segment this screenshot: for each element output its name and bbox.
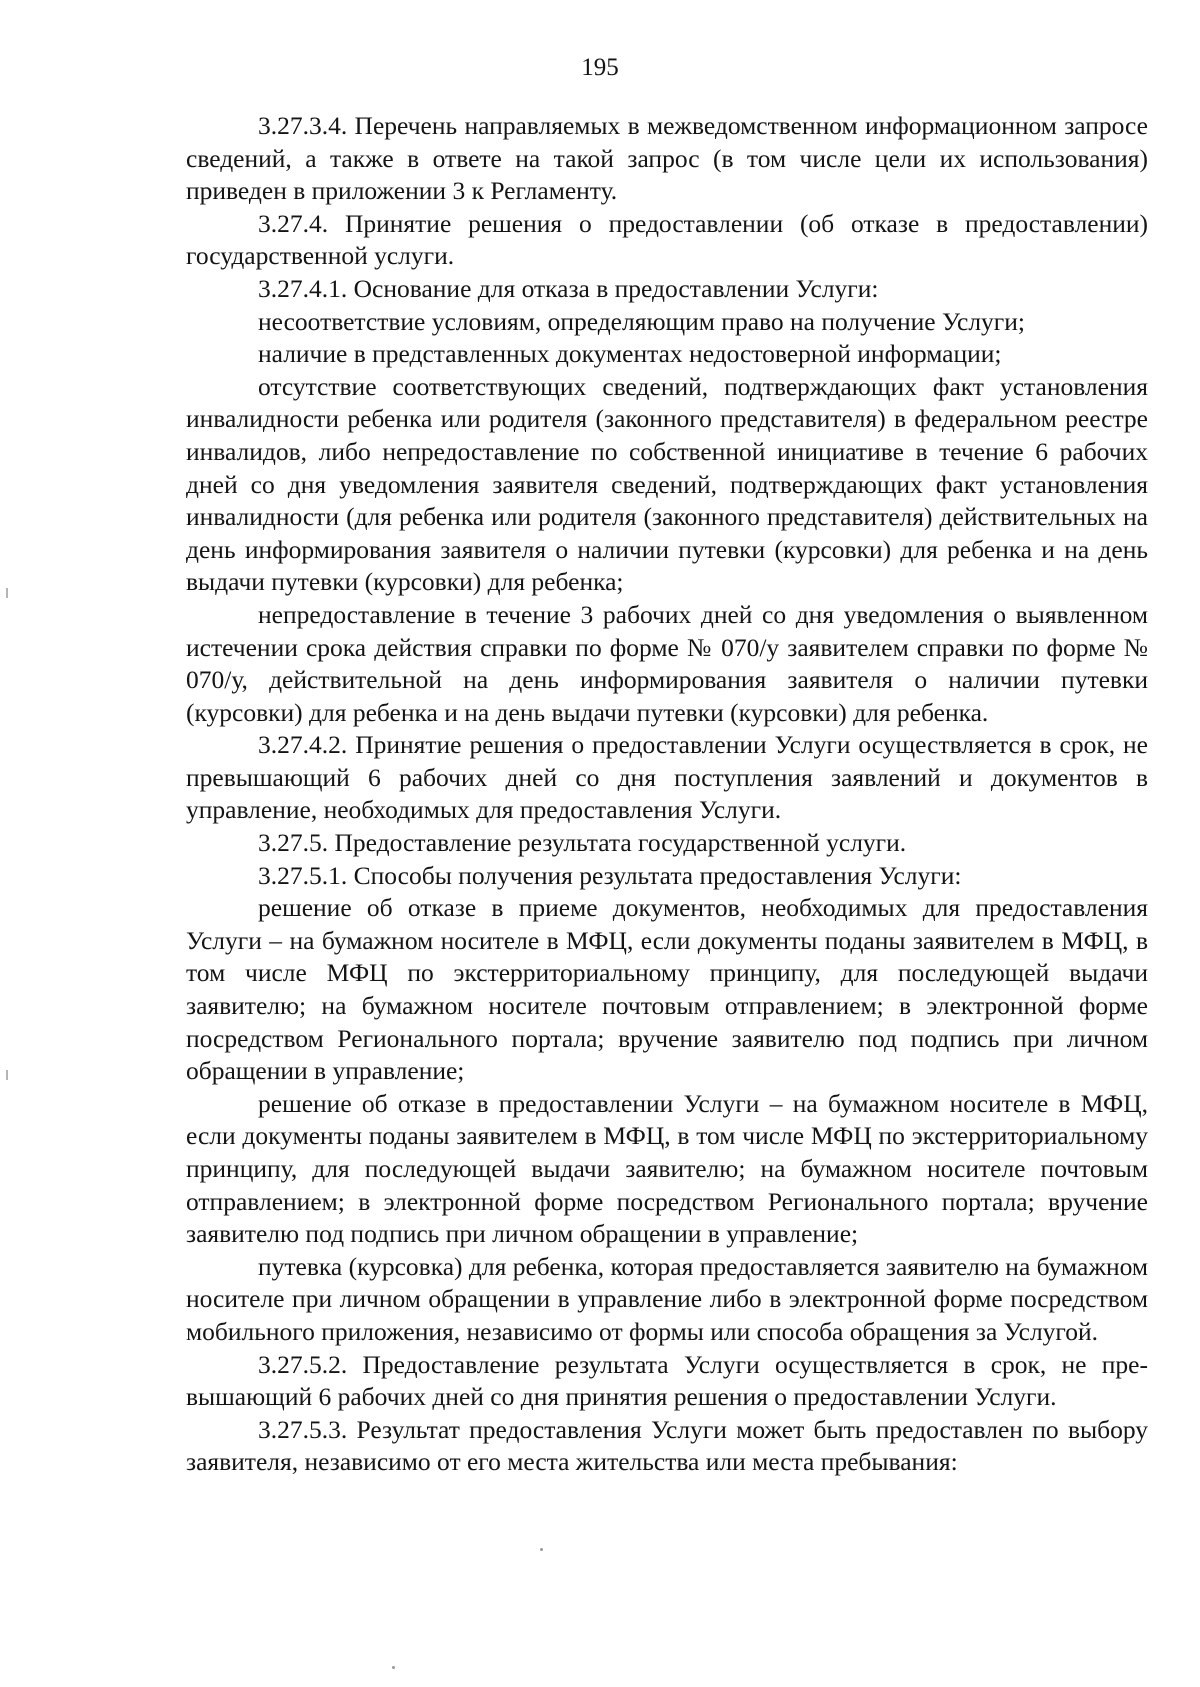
paragraph-3-27-5: 3.27.5. Предоставление результата государственной услуги. — [258, 828, 907, 858]
result-method-item: решение об отказе в предоставлении Услуги – на бумажном носителе в МФЦ, если документы поданы заявителем в МФЦ, в том числе МФЦ по экстерриториальному принципу, для последующей выдачи заявителю; на бумажном носителе почтовым отправлением; в электронной форме посредством Регионального портала; вручение заявителю под подпись при личном обращении в управление; — [186, 1088, 1148, 1249]
scan-edge-mark — [6, 588, 8, 598]
refusal-ground-item: непредоставление в течение 3 рабочих дней со дня уведомления о выявленном истечении срока действия справки по форме № 070/у заявителем справки по форме № 070/у, действительной на день информирования заявителя о наличии путевки (курсовки) для ребенка и на день выдачи путевки (курсовки) для ребенка. — [186, 599, 1148, 727]
refusal-ground-item: наличие в представленных документах недостоверной информации; — [258, 339, 1002, 369]
document-body — [186, 110, 1148, 1479]
paragraph-3-27-4-2: 3.27.4.2. Принятие решения о предоставлении Услуги осуществляется в срок, не превышающий 6 рабочих дней со дня поступления заявлений и документов в управление, необходимых для предоставления Услуги. — [186, 730, 1148, 825]
scan-edge-mark — [6, 1070, 8, 1080]
refusal-ground-item: несоответствие условиям, определяющим право на получение Услуги; — [258, 306, 1025, 336]
paragraph-3-27-5-3: 3.27.5.3. Результат предоставления Услуги может быть предоставлен по выбору заявителя, независимо от его места жительства или места пребывания: — [186, 1414, 1148, 1477]
paragraph-3-27-5-2: 3.27.5.2. Предоставление результата Услуги осуществляется в срок, не превышающий 6 рабочих дней со дня принятия решения о предоставлении Услуги. — [186, 1349, 1148, 1412]
result-method-item: решение об отказе в приеме документов, необходимых для предоставления Услуги – на бумажном носителе в МФЦ, если документы поданы заявителем в МФЦ, в том числе МФЦ по экстерриториальному принципу, для последующей выдачи заявителю; на бумажном носителе почтовым отправлением; в электронной форме посредством Регионального портала; вручение заявителю под подпись при личном обращении в управление; — [186, 893, 1148, 1086]
page-number: 195 — [581, 54, 619, 81]
paragraph-3-27-4-1: 3.27.4.1. Основание для отказа в предоставлении Услуги: — [258, 273, 879, 303]
scan-speck — [392, 1666, 395, 1669]
result-method-item: путевка (курсовка) для ребенка, которая предоставляется заявителю на бумажном носителе при личном обращении в управление либо в электронной форме посредством мобильного приложения, независимо от формы или способа обращения за Услугой. — [186, 1251, 1148, 1346]
paragraph-3-27-5-1: 3.27.5.1. Способы получения результата предоставления Услуги: — [258, 860, 962, 890]
paragraph-3-27-3-4: 3.27.3.4. Перечень направляемых в межведомственном информационном запросе сведений, а также в ответе на такой запрос (в том числе цели их использования) приведен в приложении 3 к Регламенту. — [186, 111, 1148, 206]
paragraph-3-27-4: 3.27.4. Принятие решения о предоставлении (об отказе в предоставлении) государственной услуги. — [186, 208, 1148, 271]
scan-speck — [540, 1548, 543, 1551]
refusal-ground-item: отсутствие соответствующих сведений, подтверждающих факт установления инвалидности ребенка или родителя (законного представителя) в федеральном реестре инвалидов, либо непредоставление по собственной инициативе в течение 6 рабочих дней со дня уведомления заявителя сведений, подтверждающих факт установления инвалидности (для ребенка или родителя (законного представителя) действительных на день информирования заявителя о наличии путевки (курсовки) для ребенка и на день выдачи путевки (курсовки) для ребенка; — [186, 371, 1148, 597]
